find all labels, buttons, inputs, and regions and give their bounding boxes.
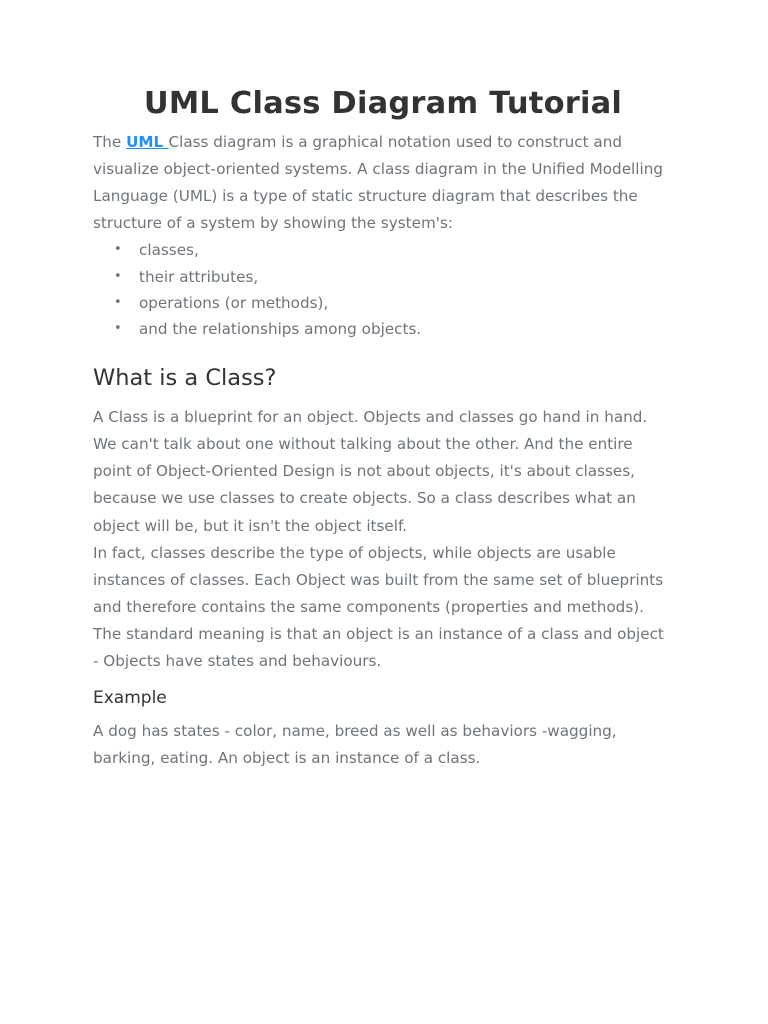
section-heading-what-is-a-class: What is a Class? [93,365,277,392]
list-item [93,237,673,263]
article-content [93,82,673,772]
bullet-icon: • [114,268,122,284]
list-item [93,290,673,316]
section-heading-example: Example [93,688,167,709]
list-item-text: operations (or methods), [139,293,329,312]
bullet-icon: • [114,320,122,336]
example-paragraph: A dog has states - color, name, breed as well as behaviors -wagging, barking, eating. An object is an instance of a class. [93,722,617,768]
list-item-text: their attributes, [139,267,259,286]
list-item-text: classes, [139,241,199,260]
bullet-icon: • [114,242,122,258]
class-definition-paragraph: A Class is a blueprint for an object. Objects and classes go hand in hand. We can't talk about one without talking about the other. And the entire point of Object-Oriented Design is not about objects, it's about classes, because we use classes to create objects. So a class describes what an object will be, but it isn't the object itself. [93,408,648,535]
list-item [93,316,673,342]
class-instances-paragraph: In fact, classes describe the type of objects, while objects are usable instances of classes. Each Object was built from the same set of blueprints and therefore contains the same components (properties and methods). The standard meaning is that an object is an instance of a class and object - Objects have states and behaviours. [93,543,664,671]
intro-paragraph [93,129,673,237]
bullet-icon: • [114,294,122,310]
uml-link[interactable]: UML [126,133,169,151]
intro-text: Class diagram is a graphical notation used to construct and visualize object-oriented systems. A class diagram in the Unified Modelling Language (UML) is a type of static structure diagram that describes the structure of a system by showing the system's: [93,133,663,233]
list-item-text: and the relationships among objects. [139,319,422,338]
system-aspects-list [93,237,673,342]
list-item [93,264,673,290]
page-title: UML Class Diagram Tutorial [143,86,623,121]
intro-prefix: The [93,133,127,151]
